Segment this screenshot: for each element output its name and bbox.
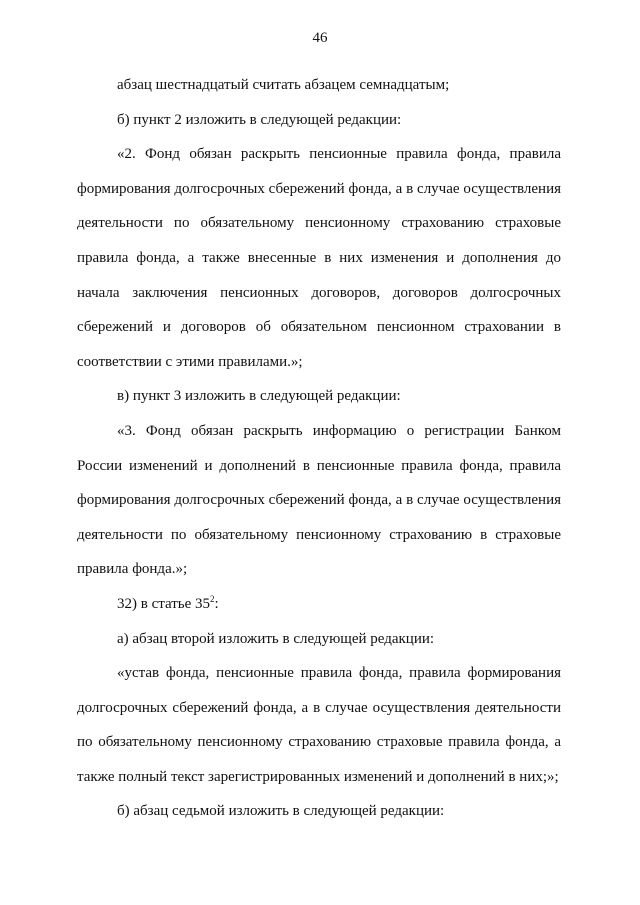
paragraph-8: «устав фонда, пенсионные правила фонда, правила формирования долгосрочных сбережений фонда, а в случае осуществления деятельности по обязательному пенсионному страхованию страховые правила фонда, а также полный текст зарегистрированных изменений и дополнений в них;»; — [77, 665, 561, 785]
paragraph-4: в) пункт 3 изложить в следующей редакции: — [117, 388, 401, 405]
article-line-prefix: 32) в статье 35 — [117, 595, 211, 612]
paragraph-9: б) абзац седьмой изложить в следующей редакции: — [117, 803, 445, 820]
article-superscript: 2 — [210, 593, 215, 604]
article-line-suffix: : — [214, 595, 219, 612]
paragraph-1: абзац шестнадцатый считать абзацем семнадцатым; — [117, 77, 450, 93]
paragraph-2: б) пункт 2 изложить в следующей редакции: — [117, 111, 402, 128]
page-number: 46 — [312, 30, 328, 46]
paragraph-3: «2. Фонд обязан раскрыть пенсионные правила фонда, правила формирования долгосрочных сбережений фонда, а в случае осуществления деятельности по обязательному пенсионному страхованию страховые правила фонда, а также внесенные в них изменения и дополнения до начала заключения пенсионных договоров, договоров долгосрочных сбережений и договоров об обязательном пенсионном страховании в соответствии с этими правилами.»; — [77, 146, 561, 370]
article-line — [77, 587, 561, 622]
document-body — [77, 68, 561, 829]
paragraph-5: «3. Фонд обязан раскрыть информацию о регистрации Банком России изменений и дополнений в пенсионные правила фонда, правила формирования долгосрочных сбережений фонда, а в случае осуществления деятельности по обязательному пенсионному страхованию в страховые правила фонда.»; — [77, 422, 561, 578]
paragraph-7: а) абзац второй изложить в следующей редакции: — [117, 630, 435, 647]
